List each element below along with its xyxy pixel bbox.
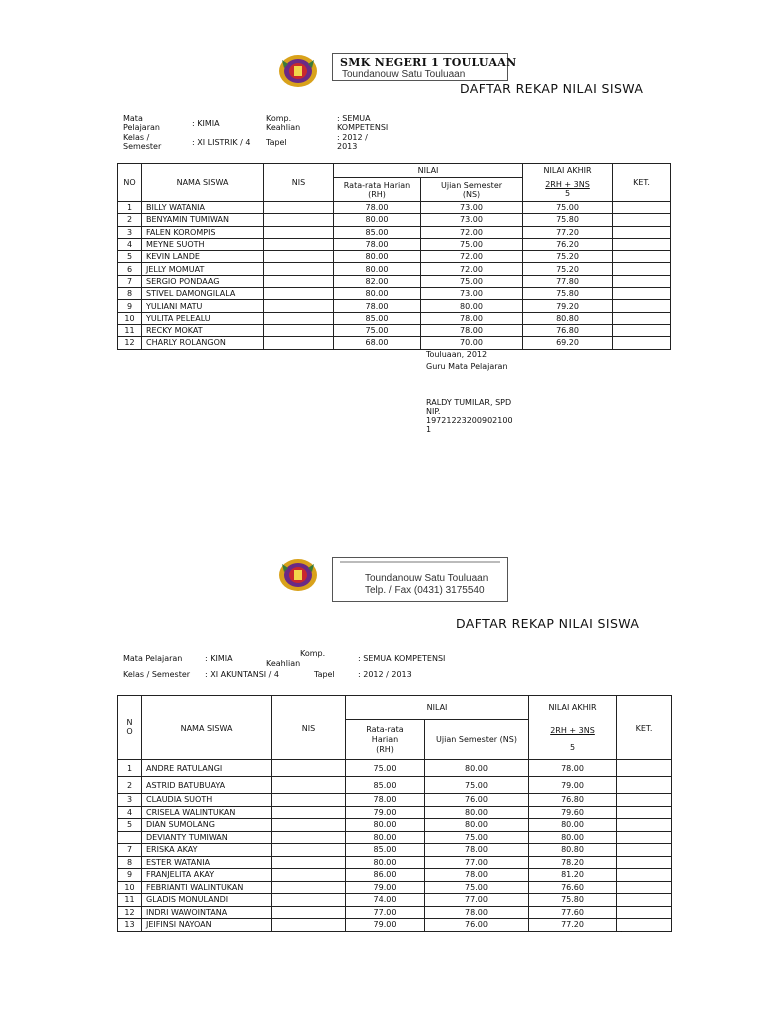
row-rh: 85.00 <box>346 844 425 857</box>
row-no: 2 <box>118 777 142 794</box>
trailing-mark: . <box>620 925 623 934</box>
row-na: 80.00 <box>529 819 617 832</box>
row-na: 75.20 <box>523 263 613 275</box>
row-na: 77.20 <box>523 226 613 238</box>
tapel-label: Tapel <box>266 138 287 147</box>
row-na: 76.60 <box>529 881 617 894</box>
table-row <box>118 894 672 907</box>
row-na: 80.80 <box>523 312 613 324</box>
document-title: DAFTAR REKAP NILAI SISWA <box>460 81 644 96</box>
row-na: 75.80 <box>523 288 613 300</box>
row-ket <box>617 777 672 794</box>
row-nama: ASTRID BATUBUAYA <box>142 777 272 794</box>
header-ns: Ujian Semester (NS) <box>421 178 523 202</box>
row-nis <box>264 238 334 250</box>
row-nama: INDRI WAWOINTANA <box>142 906 272 919</box>
row-nis <box>264 288 334 300</box>
header-ket: KET. <box>617 696 672 760</box>
mapel-label: Mata Pelajaran <box>123 114 160 132</box>
table-row <box>118 844 672 857</box>
row-no: 6 <box>118 263 142 275</box>
signature-nip-1: 19721223200902100 <box>426 416 513 425</box>
row-nama: JEIFINSI NAYOAN <box>142 919 272 932</box>
row-na: 79.60 <box>529 806 617 819</box>
row-nama: CRISELA WALINTUKAN <box>142 806 272 819</box>
mapel-value: : KIMIA <box>205 654 233 663</box>
row-rh: 85.00 <box>334 226 421 238</box>
header-nis: NIS <box>272 696 346 760</box>
row-ket <box>617 831 672 844</box>
row-nama: GLADIS MONULANDI <box>142 894 272 907</box>
row-nama: CLAUDIA SUOTH <box>142 794 272 807</box>
row-no: 1 <box>118 202 142 214</box>
row-ket <box>613 312 671 324</box>
signature-name: RALDY TUMILAR, SPD <box>426 398 512 407</box>
row-ns: 78.00 <box>425 906 529 919</box>
row-rh: 79.00 <box>346 881 425 894</box>
school-motto: Toundanouw Satu Touluaan <box>365 573 489 584</box>
row-ket <box>617 760 672 777</box>
row-no: 10 <box>118 312 142 324</box>
row-rh: 78.00 <box>334 300 421 312</box>
row-nis <box>264 214 334 226</box>
row-nama: CHARLY ROLANGON <box>142 337 264 349</box>
school-motto: Toundanouw Satu Touluaan <box>342 69 466 80</box>
row-ns: 75.00 <box>421 238 523 250</box>
row-nis <box>264 251 334 263</box>
row-ns: 78.00 <box>425 869 529 882</box>
row-rh: 80.00 <box>334 263 421 275</box>
row-nis <box>272 844 346 857</box>
signature-place-date: Touluaan, 2012 <box>426 350 488 359</box>
table-row <box>118 288 671 300</box>
row-nama: FRANJELITA AKAY <box>142 869 272 882</box>
row-no: 8 <box>118 856 142 869</box>
row-ns: 77.00 <box>425 894 529 907</box>
row-ns: 75.00 <box>421 275 523 287</box>
header-formula: 2RH + 3NS 5 <box>523 178 613 202</box>
row-no: 12 <box>118 337 142 349</box>
header-ns: Ujian Semester (NS) <box>425 720 529 760</box>
header-ket: KET. <box>613 164 671 202</box>
row-na: 76.80 <box>523 324 613 336</box>
row-rh: 68.00 <box>334 337 421 349</box>
row-nama: FEBRIANTI WALINTUKAN <box>142 881 272 894</box>
komp-value: : SEMUA KOMPETENSI <box>337 114 389 132</box>
row-rh: 82.00 <box>334 275 421 287</box>
row-nis <box>264 337 334 349</box>
mapel-value: : KIMIA <box>192 119 220 128</box>
row-ket <box>617 806 672 819</box>
row-no: 3 <box>118 794 142 807</box>
row-ket <box>613 300 671 312</box>
row-nis <box>272 831 346 844</box>
table-row <box>118 312 671 324</box>
signature-role: Guru Mata Pelajaran <box>426 362 508 371</box>
signature-nip-2: 1 <box>426 425 432 434</box>
kelas-value: : XI LISTRIK / 4 <box>192 138 251 147</box>
row-na: 75.00 <box>523 202 613 214</box>
table-row <box>118 226 671 238</box>
header-nama: NAMA SISWA <box>142 164 264 202</box>
school-name: SMK NEGERI 1 TOULUAAN <box>340 56 517 69</box>
row-no: 7 <box>118 275 142 287</box>
row-no: 11 <box>118 324 142 336</box>
table-row <box>118 869 672 882</box>
row-na: 81.20 <box>529 869 617 882</box>
row-ns: 72.00 <box>421 226 523 238</box>
row-ns: 76.00 <box>425 919 529 932</box>
table-row <box>118 324 671 336</box>
row-rh: 80.00 <box>346 831 425 844</box>
row-na: 76.80 <box>529 794 617 807</box>
row-ket <box>617 869 672 882</box>
row-nis <box>272 894 346 907</box>
row-na: 79.20 <box>523 300 613 312</box>
table-row <box>118 300 671 312</box>
header-nis: NIS <box>264 164 334 202</box>
row-nis <box>264 312 334 324</box>
row-nama: ERISKA AKAY <box>142 844 272 857</box>
row-no: 3 <box>118 226 142 238</box>
row-na: 80.00 <box>529 831 617 844</box>
document-title: DAFTAR REKAP NILAI SISWA <box>456 616 640 631</box>
row-no: 1 <box>118 760 142 777</box>
table-row <box>118 275 671 287</box>
row-nis <box>272 794 346 807</box>
table-row <box>118 906 672 919</box>
row-nis <box>272 777 346 794</box>
row-nama: RECKY MOKAT <box>142 324 264 336</box>
row-nis <box>272 881 346 894</box>
row-rh: 86.00 <box>346 869 425 882</box>
row-ns: 75.00 <box>425 777 529 794</box>
row-na: 76.20 <box>523 238 613 250</box>
row-na: 77.80 <box>523 275 613 287</box>
row-ns: 80.00 <box>425 806 529 819</box>
row-na: 75.20 <box>523 251 613 263</box>
table-row <box>118 263 671 275</box>
row-ket <box>613 337 671 349</box>
row-na: 80.80 <box>529 844 617 857</box>
row-ket <box>617 919 672 932</box>
row-no: 12 <box>118 906 142 919</box>
row-rh: 79.00 <box>346 919 425 932</box>
row-rh: 79.00 <box>346 806 425 819</box>
row-nis <box>272 760 346 777</box>
row-ket <box>613 202 671 214</box>
table-row <box>118 202 671 214</box>
row-na: 78.20 <box>529 856 617 869</box>
row-rh: 80.00 <box>346 856 425 869</box>
row-no <box>118 831 142 844</box>
komp-label: Komp. Keahlian <box>266 649 326 668</box>
row-ket <box>613 324 671 336</box>
row-ns: 75.00 <box>425 881 529 894</box>
row-rh: 78.00 <box>346 794 425 807</box>
row-no: 5 <box>118 251 142 263</box>
row-nama: KEVIN LANDE <box>142 251 264 263</box>
tapel-value: : 2012 / 2013 <box>337 133 368 151</box>
kelas-label: Kelas / Semester <box>123 133 162 151</box>
header-nilai-akhir: NILAI AKHIR <box>529 696 617 720</box>
table-row <box>118 919 672 932</box>
row-ket <box>613 275 671 287</box>
row-ns: 76.00 <box>425 794 529 807</box>
row-no: 9 <box>118 300 142 312</box>
row-nis <box>272 869 346 882</box>
header-nilai: NILAI <box>346 696 529 720</box>
header-nilai-akhir: NILAI AKHIR <box>523 164 613 178</box>
table-row <box>118 238 671 250</box>
signature-block <box>426 350 513 434</box>
row-no: 5 <box>118 819 142 832</box>
table-row <box>118 831 672 844</box>
table-row <box>118 337 671 349</box>
header-formula: 2RH + 3NS 5 <box>529 720 617 760</box>
komp-value: : SEMUA KOMPETENSI <box>358 654 446 663</box>
row-na: 78.00 <box>529 760 617 777</box>
kelas-value: : XI AKUNTANSI / 4 <box>205 670 279 679</box>
row-na: 79.00 <box>529 777 617 794</box>
school-contact: Telp. / Fax (0431) 3175540 <box>365 585 485 596</box>
row-ns: 80.00 <box>425 760 529 777</box>
row-nama: JELLY MOMUAT <box>142 263 264 275</box>
row-rh: 77.00 <box>346 906 425 919</box>
row-nis <box>272 906 346 919</box>
row-ns: 75.00 <box>425 831 529 844</box>
header-rh: Rata-rata Harian (RH) <box>346 720 425 760</box>
row-nis <box>264 300 334 312</box>
row-rh: 80.00 <box>334 288 421 300</box>
row-na: 77.20 <box>529 919 617 932</box>
table-row <box>118 806 672 819</box>
row-nama: ANDRE RATULANGI <box>142 760 272 777</box>
row-rh: 85.00 <box>346 777 425 794</box>
row-nis <box>264 324 334 336</box>
row-no: 10 <box>118 881 142 894</box>
row-nama: FALEN KOROMPIS <box>142 226 264 238</box>
row-rh: 85.00 <box>334 312 421 324</box>
row-nis <box>264 202 334 214</box>
row-no: 13 <box>118 919 142 932</box>
row-nama: STIVEL DAMONGILALA <box>142 288 264 300</box>
doc-2 <box>0 520 768 1024</box>
row-ket <box>613 288 671 300</box>
tapel-label: Tapel <box>314 670 335 679</box>
row-ns: 73.00 <box>421 214 523 226</box>
row-rh: 80.00 <box>334 251 421 263</box>
row-ns: 73.00 <box>421 202 523 214</box>
row-na: 77.60 <box>529 906 617 919</box>
signature-nip-label: NIP. <box>426 407 441 416</box>
row-rh: 75.00 <box>334 324 421 336</box>
table-row <box>118 777 672 794</box>
row-ns: 78.00 <box>425 844 529 857</box>
row-na: 75.80 <box>523 214 613 226</box>
table-row <box>118 856 672 869</box>
row-ket <box>613 251 671 263</box>
row-ket <box>617 894 672 907</box>
school-emblem-icon <box>276 556 320 592</box>
row-ket <box>613 238 671 250</box>
row-ket <box>617 881 672 894</box>
kelas-label: Kelas / Semester <box>123 670 191 679</box>
row-nama: YULIANI MATU <box>142 300 264 312</box>
row-rh: 78.00 <box>334 238 421 250</box>
header-nilai: NILAI <box>334 164 523 178</box>
row-na: 69.20 <box>523 337 613 349</box>
row-nama: YULITA PELEALU <box>142 312 264 324</box>
row-rh: 74.00 <box>346 894 425 907</box>
row-ns: 70.00 <box>421 337 523 349</box>
header-no: N O <box>118 696 142 760</box>
row-nama: BILLY WATANIA <box>142 202 264 214</box>
row-nis <box>272 819 346 832</box>
row-ket <box>617 794 672 807</box>
row-ns: 80.00 <box>421 300 523 312</box>
grades-table <box>117 695 672 932</box>
table-row <box>118 794 672 807</box>
row-nama: SERGIO PONDAAG <box>142 275 264 287</box>
row-nama: BENYAMIN TUMIWAN <box>142 214 264 226</box>
row-nis <box>272 856 346 869</box>
row-ns: 72.00 <box>421 251 523 263</box>
row-nis <box>264 263 334 275</box>
row-ns: 73.00 <box>421 288 523 300</box>
row-nama: ESTER WATANIA <box>142 856 272 869</box>
row-no: 8 <box>118 288 142 300</box>
tapel-value: : 2012 / 2013 <box>358 670 412 679</box>
row-no: 4 <box>118 806 142 819</box>
row-ns: 72.00 <box>421 263 523 275</box>
header-nama: NAMA SISWA <box>142 696 272 760</box>
row-no: 11 <box>118 894 142 907</box>
row-nis <box>264 226 334 238</box>
row-ket <box>617 856 672 869</box>
row-nis <box>264 275 334 287</box>
row-ns: 80.00 <box>425 819 529 832</box>
school-name-redacted <box>340 561 500 565</box>
row-nis <box>272 806 346 819</box>
row-rh: 80.00 <box>334 214 421 226</box>
row-ket <box>617 844 672 857</box>
row-nama: MEYNE SUOTH <box>142 238 264 250</box>
header-rh: Rata-rata Harian (RH) <box>334 178 421 202</box>
row-ket <box>617 819 672 832</box>
table-row <box>118 819 672 832</box>
table-row <box>118 881 672 894</box>
row-nama: DIAN SUMOLANG <box>142 819 272 832</box>
mapel-label: Mata Pelajaran <box>123 654 183 663</box>
row-ns: 77.00 <box>425 856 529 869</box>
row-no: 4 <box>118 238 142 250</box>
row-no: 2 <box>118 214 142 226</box>
row-nama: DEVIANTY TUMIWAN <box>142 831 272 844</box>
row-rh: 75.00 <box>346 760 425 777</box>
row-rh: 80.00 <box>346 819 425 832</box>
grades-table <box>117 163 671 350</box>
table-row <box>118 214 671 226</box>
row-ket <box>617 906 672 919</box>
row-no: 7 <box>118 844 142 857</box>
table-row <box>118 760 672 777</box>
row-ket <box>613 214 671 226</box>
row-ket <box>613 263 671 275</box>
row-na: 75.80 <box>529 894 617 907</box>
row-ns: 78.00 <box>421 324 523 336</box>
row-ns: 78.00 <box>421 312 523 324</box>
row-ket <box>613 226 671 238</box>
row-nis <box>272 919 346 932</box>
header-no: NO <box>118 164 142 202</box>
school-emblem-icon <box>276 52 320 88</box>
table-row <box>118 251 671 263</box>
komp-label: Komp. Keahlian <box>266 114 301 132</box>
row-no: 9 <box>118 869 142 882</box>
row-rh: 78.00 <box>334 202 421 214</box>
